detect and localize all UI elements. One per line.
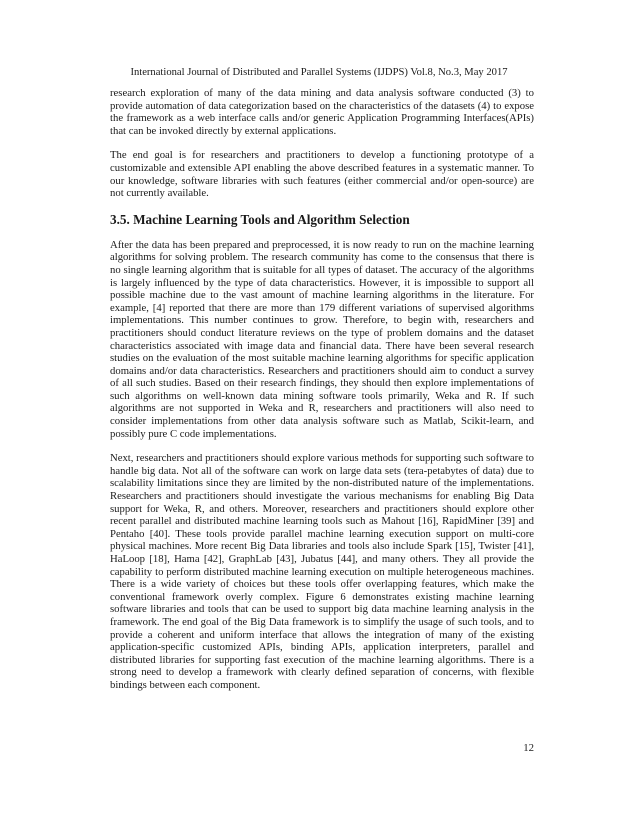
page-number: 12 xyxy=(523,742,534,754)
running-header: International Journal of Distributed and Parallel Systems (IJDPS) Vol.8, No.3, May 2017 xyxy=(130,67,508,78)
paragraph-end-goal: The end goal is for researchers and practitioners to develop a functioning prototype of a customizable and extensible API enabling the above described features in a systematic manner. To our knowledge, software libraries with such features (either commercial and/or open-source) are not currently available. xyxy=(110,149,534,200)
paragraph-algorithm-selection: After the data has been prepared and preprocessed, it is now ready to run on the machine learning algorithms for solving problem. The research community has come to the consensus that there is no single learning algorithm that is suitable for all types of dataset. The accuracy of the algorithms is largely influenced by the type of data characteristics. However, it is impossible to support all possible machine due to the vast amount of machine learning algorithms in the literature. For example, [4] reported that there are more than 179 different variations of supervised algorithms implementations. This number continues to grow. Therefore, to begin with, researchers and practitioners should conduct literature reviews on the type of problem domains and the dataset characteristics associated with image data and financial data. There have been several research studies on the evaluation of the most suitable machine learning algorithms for specific application domains and/or data characteristics. Researchers and practitioners should aim to conduct a survey of all such studies. Based on their research findings, they should then explore implementations of such algorithms on well-known data mining software tools primarily, Weka and R. If such algorithms are not supported in Weka and R, researchers and practitioners will also need to consider implementations from other data analysis software such as Matlab, Scikit-learn, and possibly pure C code implementations. xyxy=(110,238,534,440)
paragraph-intro-continuation: research exploration of many of the data mining and data analysis software conducted (3) to provide automation of data categorization based on the characteristics of the datasets (4) to expose the framework as a web interface calls and/or generic Application Programming Interfaces(APIs) that can be invoked directly by external applications. xyxy=(110,87,534,137)
paragraph-big-data-tools: Next, researchers and practitioners should explore various methods for supporting such software to handle big data. Not all of the software can work on large data sets (tera-petabytes of data) due to scalability limitations since they are limited by the non-distributed nature of the implementations. Researchers and practitioners should investigate the various mechanisms for enabling Big Data support for Weka, R, and others. Moreover, researchers and practitioners should explore other recent parallel and distributed machine learning tools such as Mahout [16], RapidMiner [39] and Pentaho [40]. These tools provide parallel machine learning execution support on multi-core physical machines. More recent Big Data libraries and tools also include Spark [15], Twister [41], HaLoop [18], Hama [42], GraphLab [43], Jubatus [44], and many others. They all provide the capability to perform distributed machine learning execution on multiple heterogeneous machines. There is a wide variety of choices but these tools offer overlapping features, which make the conventional framework overly complex. Figure 6 demonstrates existing machine learning software libraries and tools that can be used to support big data machine learning analysis in the framework. The end goal of the Big Data framework is to simplify the usage of such tools, and to provide a coherent and uniform interface that allows the integration of many of the existing application-specific customized APIs, binding APIs, application interpreters, parallel and distributed libraries for supporting fast execution of the machine learning algorithms. There is a strong need to develop a framework with clearly defined separation of concerns, with flexible bindings between each component. xyxy=(110,452,534,691)
article-body xyxy=(110,87,534,704)
section-heading: 3.5. Machine Learning Tools and Algorithm Selection xyxy=(110,211,410,227)
